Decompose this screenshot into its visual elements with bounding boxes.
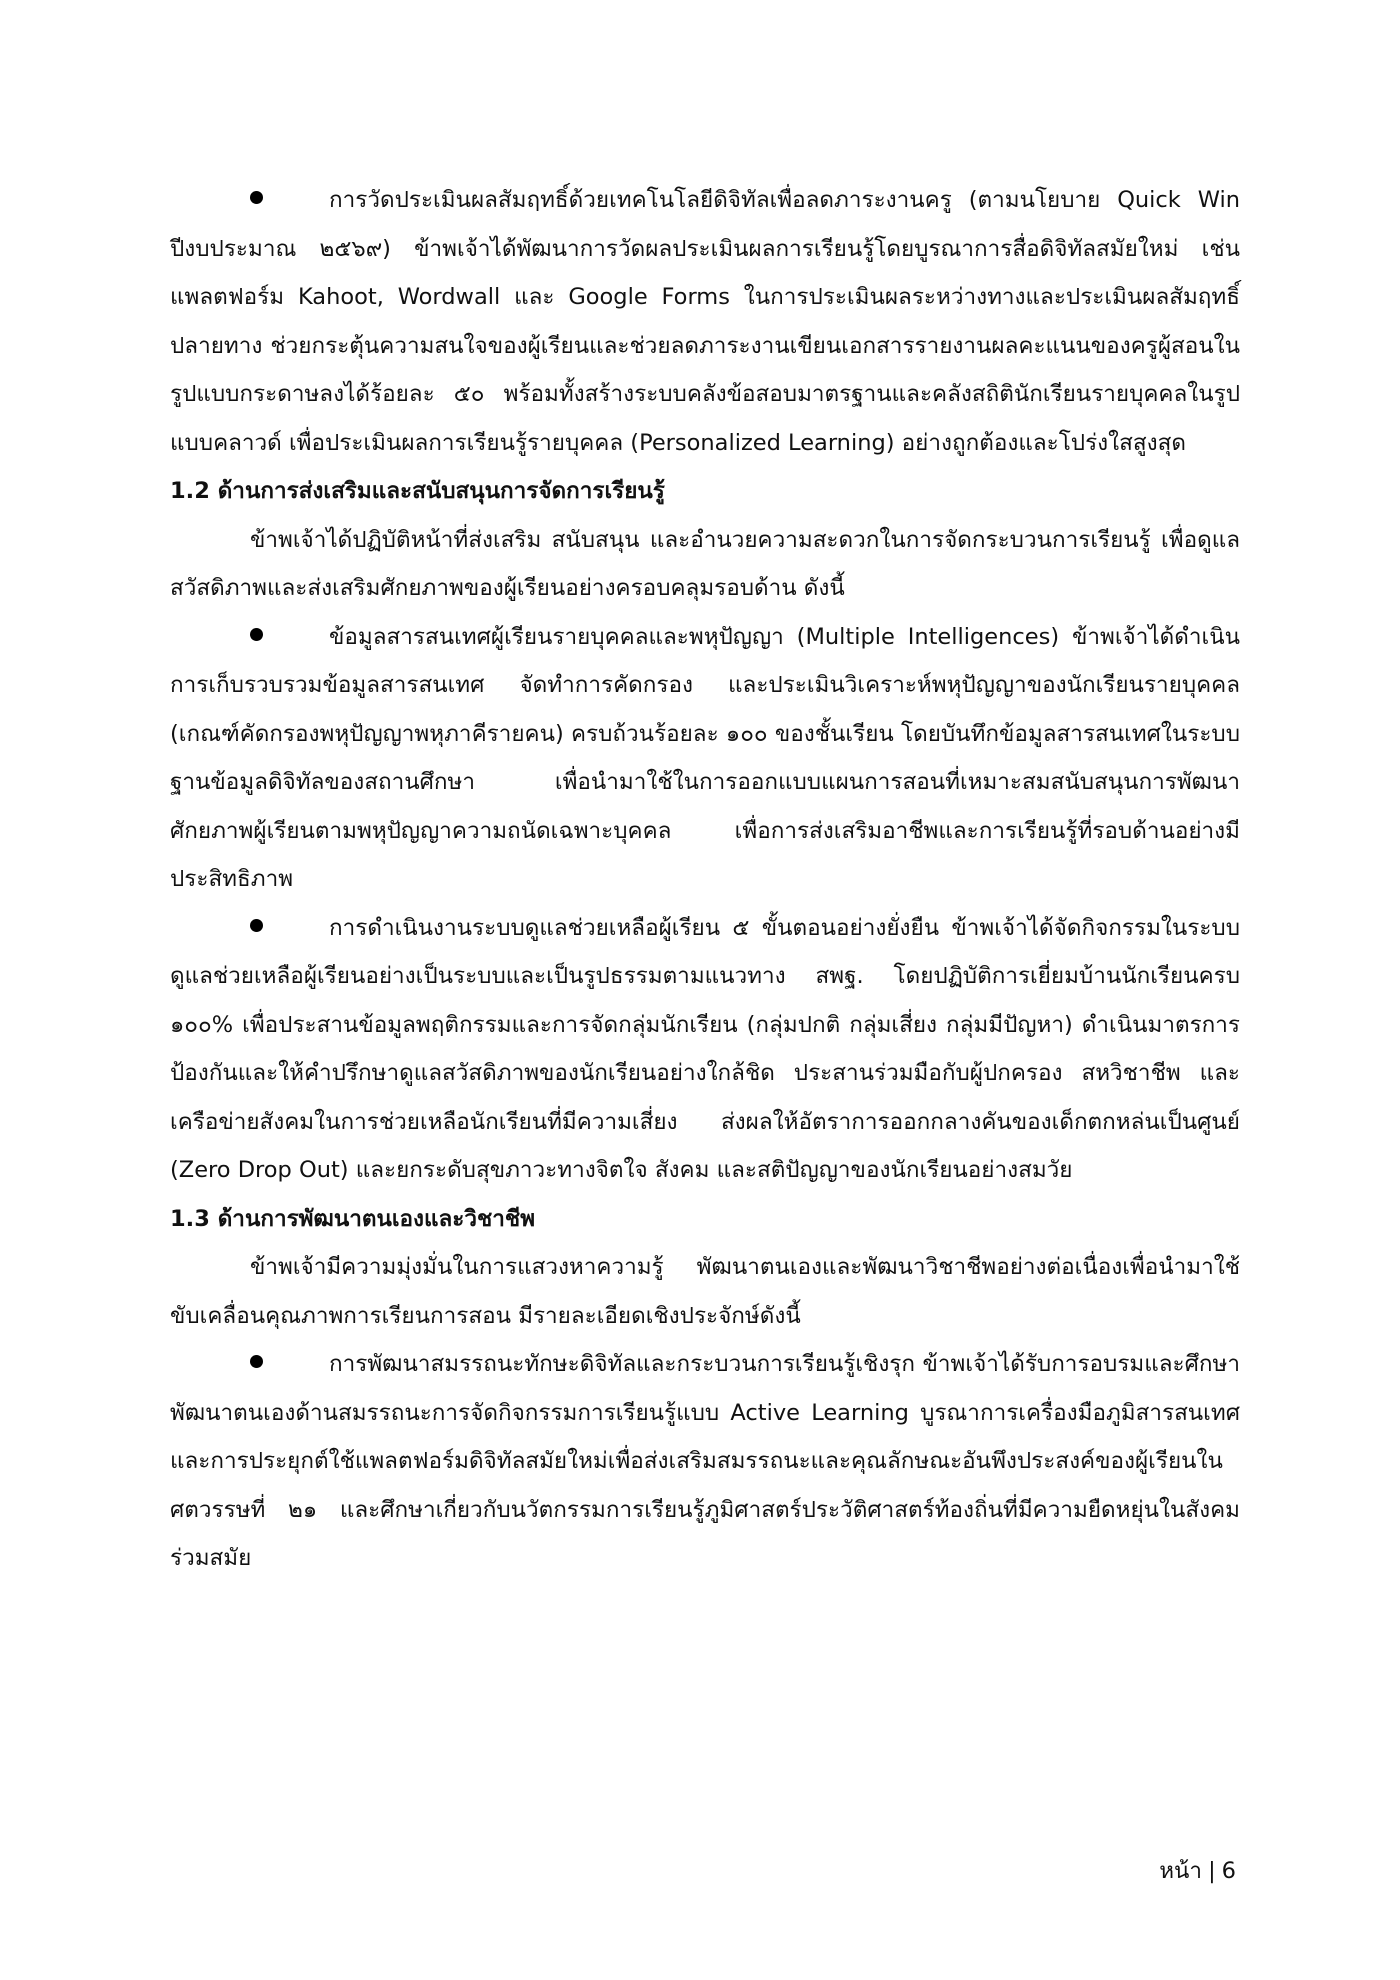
paragraph-text: การดำเนินงานระบบดูแลช่วยเหลือผู้เรียน ๕ ขั้นตอนอย่างยั่งยืน ข้าพเจ้าได้จัดกิจกรรมในระบบดูแลช่วยเหลือผู้เรียนอย่างเป็นระบบและเป็นรูปธรรมตามแนวทาง สพฐ. โดยปฏิบัติการเยี่ยมบ้านนักเรียนครบ ๑๐๐% เพื่อประสานข้อมูลพฤติกรรมและการจัดกลุ่มนักเรียน (กลุ่มปกติ กลุ่มเสี่ยง กลุ่มมีปัญหา) ดำเนินมาตรการป้องกันและให้คำปรึกษาดูแลสวัสดิภาพของนักเรียนอย่างใกล้ชิด ประสานร่วมมือกับผู้ปกครอง สหวิชาชีพ และเครือข่ายสังคมในการช่วยเหลือนักเรียนที่มีความเสี่ยง ส่งผลให้อัตราการออกกลางคันของเด็กตกหล่นเป็นศูนย์ (Zero Drop Out) และยกระดับสุขภาวะทางจิตใจ สังคม และสติปัญญาของนักเรียนอย่างสมวัย: [170, 914, 1240, 1183]
body-paragraph-development-intro: ข้าพเจ้ามีความมุ่งมั่นในการแสวงหาความรู้ พัฒนาตนเองและพัฒนาวิชาชีพอย่างต่อเนื่องเพื่อนำมาใช้ขับเคลื่อนคุณภาพการเรียนการสอน มีรายละเอียดเชิงประจักษ์ดังนี้: [170, 1254, 1240, 1329]
paragraph-text: การพัฒนาสมรรถนะทักษะดิจิทัลและกระบวนการเรียนรู้เชิงรุก ข้าพเจ้าได้รับการอบรมและศึกษาพัฒนาตนเองด้านสมรรถนะการจัดกิจกรรมการเรียนรู้แบบ Active Learning บูรณาการเครื่องมือภูมิสารสนเทศและการประยุกต์ใช้แพลตฟอร์มดิจิทัลสมัยใหม่เพื่อส่งเสริมสมรรถนะและคุณลักษณะอันพึงประสงค์ของผู้เรียนในศตวรรษที่ ๒๑ และศึกษาเกี่ยวกับนวัตกรรมการเรียนรู้ภูมิศาสตร์ประวัติศาสตร์ท้องถิ่นที่มีความยืดหยุ่นในสังคมร่วมสมัย: [170, 1351, 1240, 1571]
section-heading-1-2: 1.2 ด้านการส่งเสริมและสนับสนุนการจัดการเรียนรู้: [170, 478, 665, 504]
bullet-paragraph-assessment: [170, 176, 1240, 467]
paragraph-text: ข้อมูลสารสนเทศผู้เรียนรายบุคคลและพหุปัญญา (Multiple Intelligences) ข้าพเจ้าได้ดำเนินการเก็บรวบรวมข้อมูลสารสนเทศ จัดทำการคัดกรอง และประเมินวิเคราะห์พหุปัญญาของนักเรียนรายบุคคล (เกณฑ์คัดกรองพหุปัญญาพหุภาคีรายคน) ครบถ้วนร้อยละ ๑๐๐ ของชั้นเรียน โดยบันทึกข้อมูลสารสนเทศในระบบฐานข้อมูลดิจิทัลของสถานศึกษา เพื่อนำมาใช้ในการออกแบบแผนการสอนที่เหมาะสมสนับสนุนการพัฒนาศักยภาพผู้เรียนตามพหุปัญญาความถนัดเฉพาะบุคคล เพื่อการส่งเสริมอาชีพและการเรียนรู้ที่รอบด้านอย่างมีประสิทธิภาพ: [170, 623, 1240, 892]
bullet-paragraph-student-info: [170, 613, 1240, 904]
bullet-dot-icon: [250, 191, 263, 204]
bullet-dot-icon: [250, 1355, 263, 1368]
body-paragraph-support-intro: ข้าพเจ้าได้ปฏิบัติหน้าที่ส่งเสริม สนับสนุน และอำนวยความสะดวกในการจัดกระบวนการเรียนรู้ เพื่อดูแลสวัสดิภาพและส่งเสริมศักยภาพของผู้เรียนอย่างครอบคลุมรอบด้าน ดังนี้: [170, 526, 1240, 601]
page-footer: [1159, 1856, 1236, 1886]
bullet-dot-icon: [250, 919, 263, 932]
bullet-paragraph-care-system: [170, 904, 1240, 1195]
document-body: [170, 176, 1240, 1583]
section-heading-1-3: 1.3 ด้านการพัฒนาตนเองและวิชาชีพ: [170, 1205, 536, 1232]
page-number: 6: [1221, 1858, 1236, 1884]
paragraph-text: การวัดประเมินผลสัมฤทธิ์ด้วยเทคโนโลยีดิจิทัลเพื่อลดภาระงานครู (ตามนโยบาย Quick Win ปีงบประมาณ ๒๕๖๙) ข้าพเจ้าได้พัฒนาการวัดผลประเมินผลการเรียนรู้โดยบูรณาการสื่อดิจิทัลสมัยใหม่ เช่น แพลตฟอร์ม Kahoot, Wordwall และ Google Forms ในการประเมินผลระหว่างทางและประเมินผลสัมฤทธิ์ปลายทาง ช่วยกระตุ้นความสนใจของผู้เรียนและช่วยลดภาระงานเขียนเอกสารรายงานผลคะแนนของครูผู้สอนในรูปแบบกระดาษลงได้ร้อยละ ๕๐ พร้อมทั้งสร้างระบบคลังข้อสอบมาตรฐานและคลังสถิตินักเรียนรายบุคคลในรูปแบบคลาวด์ เพื่อประเมินผลการเรียนรู้รายบุคคล (Personalized Learning) อย่างถูกต้องและโปร่งใสสูงสุด: [170, 187, 1240, 456]
bullet-paragraph-digital-skills: [170, 1340, 1240, 1583]
page-separator: |: [1208, 1858, 1216, 1884]
bullet-dot-icon: [250, 628, 263, 641]
page-label: หน้า: [1159, 1858, 1203, 1884]
